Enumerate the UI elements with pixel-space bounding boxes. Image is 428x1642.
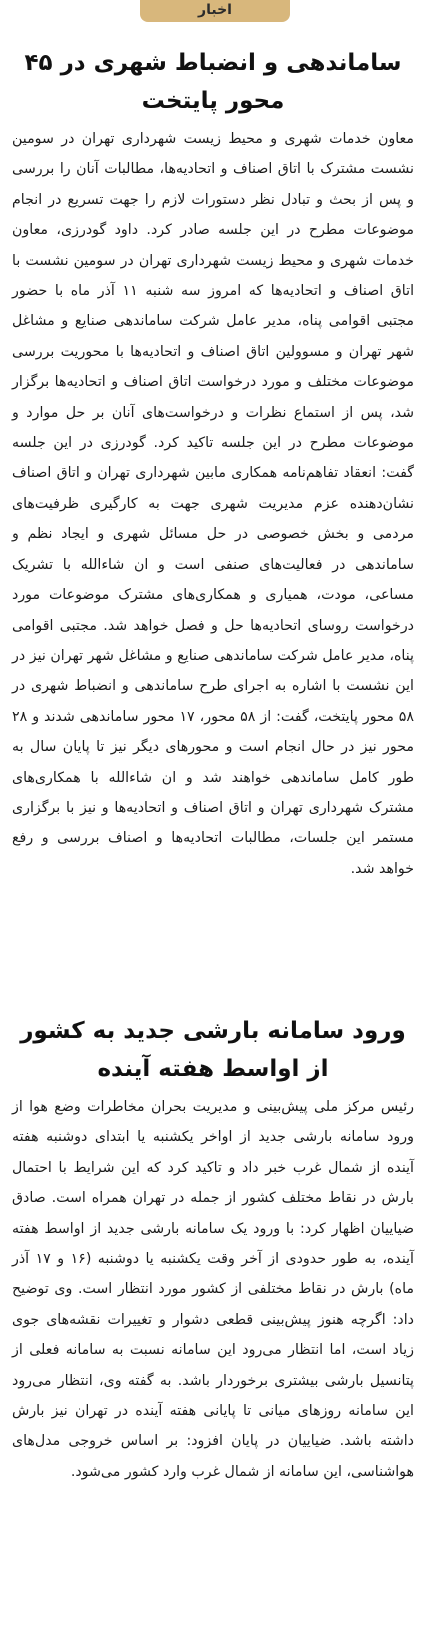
article-headline: ورود سامانه بارشی جدید به کشور از اواسط هفته آینده: [20, 1018, 406, 1082]
article-body: رئیس مرکز ملی پیش‌بینی و مدیریت بحران مخاطرات وضع هوا از ورود سامانه بارشی جدید از اواخر یکشنبه یا ابتدای دوشنبه هفته آینده از شمال غرب خبر داد و تاکید کرد که این شرایط با احتمال بارش در نقاط مختلف کشور از جمله در تهران همراه است. صادق ضیاییان اظهار کرد: با ورود یک سامانه بارشی جدید از اواسط هفته آینده، به طور حدودی از آخر وقت یکشنبه یا دوشنبه (۱۶ و ۱۷ آذر ماه) بارش در نقاط مختلفی از کشور مورد انتظار است. وی توضیح داد: اگرچه هنوز پیش‌بینی قطعی دشوار و تغییرات نقشه‌های جوی زیاد است، اما انتظار می‌رود این سامانه نسبت به سامانه فعلی از پتانسیل بارشی بیشتری برخوردار باشد. به گفته وی، انتظار می‌رود این سامانه روزهای میانی تا پایانی هفته آینده در تهران نیز بارش داشته باشد. ضیاییان در پایان افزود: بر اساس خروجی مدل‌های هواشناسی، این سامانه از شمال غرب وارد کشور می‌شود.: [12, 1099, 414, 1480]
section-label: اخبار: [140, 0, 290, 22]
article-body: معاون خدمات شهری و محیط زیست شهرداری تهران در سومین نشست مشترک با اتاق اصناف و اتحادیه‌ها، مطالبات آنان را بررسی و پس از بحث و تبادل نظر دستورات لازم را جهت تسریع در انجام موضوعات مطرح در این جلسه صادر کرد. داود گودرزی، معاون خدمات شهری و محیط زیست شهرداری تهران در سومین نشست با اتاق اصناف و اتحادیه‌ها که امروز سه شنبه ۱۱ آذر ماه با حضور مجتبی اقوامی پناه، مدیر عامل شرکت ساماندهی صنایع و مشاغل شهر تهران و مسوولین اتاق اصناف و اتحادیه‌ها با محوریت بررسی موضوعات مختلف و مورد درخواست اتاق اصناف و اتحادیه‌ها برگزار شد، پس از استماع نظرات و درخواست‌های آنان بر حل موارد و موضوعات مطرح در این جلسه تاکید کرد. گودرزی در این جلسه گفت: انعقاد تفاهم‌نامه همکاری مابین شهرداری تهران و اتاق اصناف نشان‌دهنده عزم مدیریت شهری جهت به کارگیری ظرفیت‌های مردمی و بخش خصوصی در حل مسائل شهری و ایجاد نظم و ساماندهی در فعالیت‌های صنفی است و ان شاءالله با تشریک مساعی، مودت، همیاری و همکاری‌های مشترک موضوعات مورد درخواست روسای اتحادیه‌ها حل و فصل خواهد شد. مجتبی اقوامی پناه، مدیر عامل شرکت ساماندهی صنایع و مشاغل شهر تهران نیز در این نشست با اشاره به اجرای طرح ساماندهی و انضباط شهری در ۵۸ محور پایتخت، گفت: از ۵۸ محور، ۱۷ محور ساماندهی شدند و ۲۸ محور نیز در حال انجام است و محورهای دیگر نیز تا پایان سال به طور کامل ساماندهی خواهند شد و ان شاءالله با همکاری‌های مشترک شهرداری تهران و اتاق اصناف و اتحادیه‌ها و نیز با برگزاری مستمر این جلسات، مطالبات اتحادیه‌ها و اصناف بررسی و رفع خواهد شد.: [12, 131, 415, 877]
article-headline: ساماندهی و انضباط شهری در ۴۵ محور پایتخت: [24, 50, 402, 114]
article-urban-order: [12, 44, 414, 884]
article-weather-system: [12, 1012, 414, 1487]
